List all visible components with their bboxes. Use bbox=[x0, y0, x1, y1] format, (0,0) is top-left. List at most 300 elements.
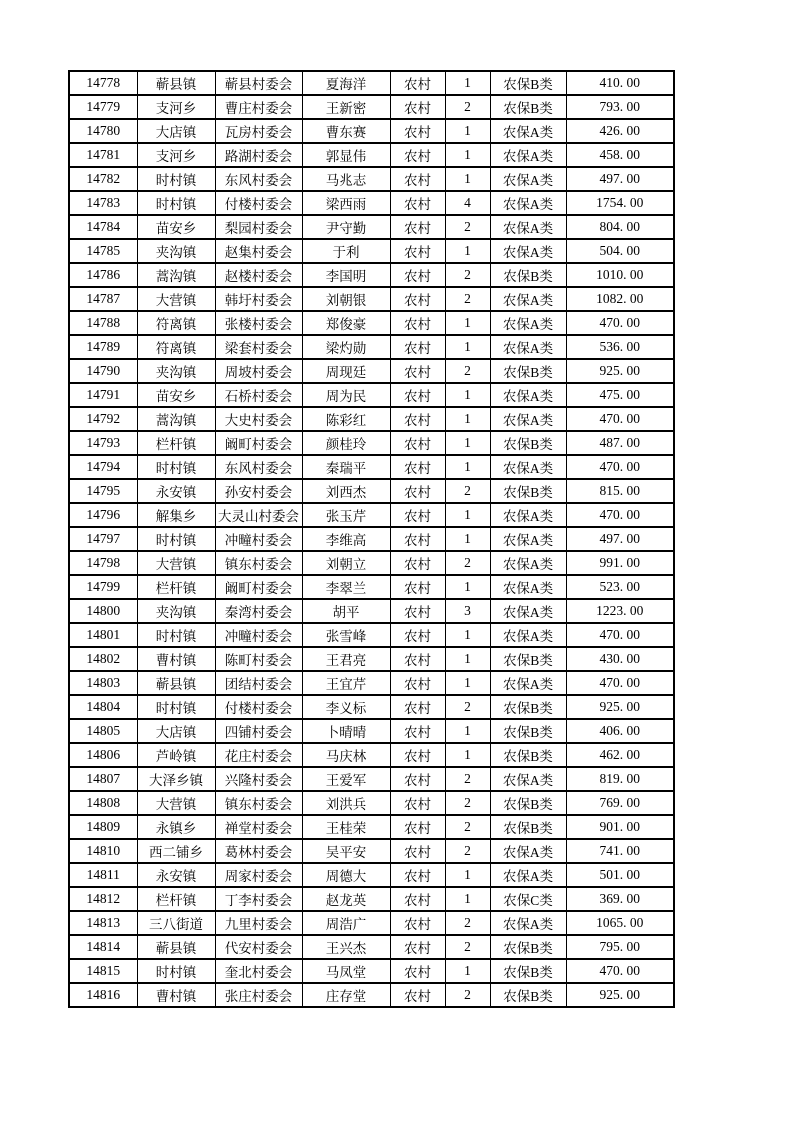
cell-person-count: 2 bbox=[445, 767, 490, 791]
cell-town: 符离镇 bbox=[137, 311, 215, 335]
cell-person-name: 马庆林 bbox=[302, 743, 390, 767]
cell-amount: 504. 00 bbox=[566, 239, 674, 263]
cell-amount: 470. 00 bbox=[566, 311, 674, 335]
cell-insurance-category: 农保B类 bbox=[490, 479, 566, 503]
cell-serial-number: 14780 bbox=[69, 119, 137, 143]
table-row bbox=[69, 119, 674, 143]
cell-amount: 991. 00 bbox=[566, 551, 674, 575]
cell-household-type: 农村 bbox=[390, 695, 445, 719]
cell-insurance-category: 农保B类 bbox=[490, 71, 566, 95]
cell-serial-number: 14784 bbox=[69, 215, 137, 239]
cell-amount: 1010. 00 bbox=[566, 263, 674, 287]
cell-insurance-category: 农保A类 bbox=[490, 599, 566, 623]
cell-person-name: 颜桂玲 bbox=[302, 431, 390, 455]
cell-insurance-category: 农保B类 bbox=[490, 935, 566, 959]
cell-amount: 475. 00 bbox=[566, 383, 674, 407]
cell-household-type: 农村 bbox=[390, 887, 445, 911]
cell-amount: 925. 00 bbox=[566, 695, 674, 719]
cell-serial-number: 14815 bbox=[69, 959, 137, 983]
cell-insurance-category: 农保A类 bbox=[490, 167, 566, 191]
cell-village-committee: 瓦房村委会 bbox=[215, 119, 302, 143]
cell-person-name: 赵龙英 bbox=[302, 887, 390, 911]
cell-amount: 925. 00 bbox=[566, 359, 674, 383]
cell-amount: 804. 00 bbox=[566, 215, 674, 239]
cell-village-committee: 代安村委会 bbox=[215, 935, 302, 959]
cell-village-committee: 阚町村委会 bbox=[215, 431, 302, 455]
cell-serial-number: 14779 bbox=[69, 95, 137, 119]
cell-household-type: 农村 bbox=[390, 215, 445, 239]
cell-serial-number: 14816 bbox=[69, 983, 137, 1007]
cell-person-name: 李国明 bbox=[302, 263, 390, 287]
cell-serial-number: 14806 bbox=[69, 743, 137, 767]
cell-serial-number: 14781 bbox=[69, 143, 137, 167]
table-row bbox=[69, 215, 674, 239]
cell-amount: 470. 00 bbox=[566, 623, 674, 647]
cell-insurance-category: 农保A类 bbox=[490, 767, 566, 791]
cell-person-count: 2 bbox=[445, 815, 490, 839]
cell-person-count: 2 bbox=[445, 791, 490, 815]
cell-person-count: 1 bbox=[445, 719, 490, 743]
cell-insurance-category: 农保A类 bbox=[490, 503, 566, 527]
table-row bbox=[69, 791, 674, 815]
cell-town: 苗安乡 bbox=[137, 383, 215, 407]
table-row bbox=[69, 743, 674, 767]
cell-amount: 406. 00 bbox=[566, 719, 674, 743]
cell-serial-number: 14811 bbox=[69, 863, 137, 887]
cell-amount: 369. 00 bbox=[566, 887, 674, 911]
cell-town: 蕲县镇 bbox=[137, 935, 215, 959]
cell-amount: 501. 00 bbox=[566, 863, 674, 887]
cell-serial-number: 14782 bbox=[69, 167, 137, 191]
cell-person-name: 曹东赛 bbox=[302, 119, 390, 143]
table-row bbox=[69, 311, 674, 335]
cell-village-committee: 奎北村委会 bbox=[215, 959, 302, 983]
cell-insurance-category: 农保A类 bbox=[490, 287, 566, 311]
cell-village-committee: 付楼村委会 bbox=[215, 695, 302, 719]
table-row bbox=[69, 239, 674, 263]
cell-person-count: 1 bbox=[445, 119, 490, 143]
cell-person-name: 刘西杰 bbox=[302, 479, 390, 503]
cell-village-committee: 大史村委会 bbox=[215, 407, 302, 431]
table-row bbox=[69, 647, 674, 671]
cell-town: 大营镇 bbox=[137, 791, 215, 815]
table-row bbox=[69, 95, 674, 119]
cell-insurance-category: 农保A类 bbox=[490, 119, 566, 143]
cell-person-name: 卜晴晴 bbox=[302, 719, 390, 743]
cell-town: 大营镇 bbox=[137, 551, 215, 575]
table-row bbox=[69, 431, 674, 455]
cell-village-committee: 路湖村委会 bbox=[215, 143, 302, 167]
table-row bbox=[69, 479, 674, 503]
table-row bbox=[69, 407, 674, 431]
cell-village-committee: 陈町村委会 bbox=[215, 647, 302, 671]
cell-village-committee: 曹庄村委会 bbox=[215, 95, 302, 119]
cell-town: 时村镇 bbox=[137, 623, 215, 647]
cell-amount: 470. 00 bbox=[566, 503, 674, 527]
table-row bbox=[69, 599, 674, 623]
cell-serial-number: 14802 bbox=[69, 647, 137, 671]
table-row bbox=[69, 623, 674, 647]
cell-person-name: 马凤堂 bbox=[302, 959, 390, 983]
cell-insurance-category: 农保A类 bbox=[490, 215, 566, 239]
cell-serial-number: 14794 bbox=[69, 455, 137, 479]
cell-person-name: 秦瑞平 bbox=[302, 455, 390, 479]
cell-person-count: 1 bbox=[445, 671, 490, 695]
cell-amount: 925. 00 bbox=[566, 983, 674, 1007]
table-row bbox=[69, 383, 674, 407]
cell-serial-number: 14795 bbox=[69, 479, 137, 503]
cell-amount: 470. 00 bbox=[566, 671, 674, 695]
cell-serial-number: 14803 bbox=[69, 671, 137, 695]
table-row bbox=[69, 191, 674, 215]
cell-insurance-category: 农保A类 bbox=[490, 863, 566, 887]
cell-person-name: 夏海洋 bbox=[302, 71, 390, 95]
cell-town: 西二铺乡 bbox=[137, 839, 215, 863]
cell-household-type: 农村 bbox=[390, 479, 445, 503]
cell-insurance-category: 农保A类 bbox=[490, 455, 566, 479]
cell-household-type: 农村 bbox=[390, 839, 445, 863]
cell-person-name: 王宜芹 bbox=[302, 671, 390, 695]
cell-household-type: 农村 bbox=[390, 599, 445, 623]
cell-town: 三八街道 bbox=[137, 911, 215, 935]
cell-amount: 497. 00 bbox=[566, 527, 674, 551]
cell-village-committee: 张庄村委会 bbox=[215, 983, 302, 1007]
cell-person-count: 2 bbox=[445, 263, 490, 287]
cell-household-type: 农村 bbox=[390, 335, 445, 359]
table-row bbox=[69, 359, 674, 383]
cell-insurance-category: 农保B类 bbox=[490, 815, 566, 839]
table-row bbox=[69, 767, 674, 791]
cell-amount: 741. 00 bbox=[566, 839, 674, 863]
cell-town: 栏杆镇 bbox=[137, 887, 215, 911]
cell-amount: 815. 00 bbox=[566, 479, 674, 503]
cell-person-name: 周德大 bbox=[302, 863, 390, 887]
cell-insurance-category: 农保B类 bbox=[490, 359, 566, 383]
cell-serial-number: 14786 bbox=[69, 263, 137, 287]
cell-person-count: 1 bbox=[445, 743, 490, 767]
cell-insurance-category: 农保A类 bbox=[490, 671, 566, 695]
cell-village-committee: 团结村委会 bbox=[215, 671, 302, 695]
table-row bbox=[69, 959, 674, 983]
cell-insurance-category: 农保A类 bbox=[490, 191, 566, 215]
cell-person-name: 刘朝立 bbox=[302, 551, 390, 575]
table-row bbox=[69, 719, 674, 743]
cell-amount: 470. 00 bbox=[566, 959, 674, 983]
cell-village-committee: 梨园村委会 bbox=[215, 215, 302, 239]
cell-household-type: 农村 bbox=[390, 383, 445, 407]
cell-household-type: 农村 bbox=[390, 455, 445, 479]
cell-town: 永安镇 bbox=[137, 863, 215, 887]
cell-insurance-category: 农保A类 bbox=[490, 839, 566, 863]
cell-household-type: 农村 bbox=[390, 623, 445, 647]
cell-village-committee: 东风村委会 bbox=[215, 455, 302, 479]
cell-village-committee: 张楼村委会 bbox=[215, 311, 302, 335]
cell-village-committee: 葛林村委会 bbox=[215, 839, 302, 863]
cell-person-name: 王爱军 bbox=[302, 767, 390, 791]
cell-village-committee: 丁李村委会 bbox=[215, 887, 302, 911]
cell-town: 栏杆镇 bbox=[137, 431, 215, 455]
cell-person-count: 2 bbox=[445, 911, 490, 935]
cell-household-type: 农村 bbox=[390, 95, 445, 119]
cell-town: 大店镇 bbox=[137, 119, 215, 143]
cell-household-type: 农村 bbox=[390, 71, 445, 95]
cell-household-type: 农村 bbox=[390, 359, 445, 383]
cell-household-type: 农村 bbox=[390, 551, 445, 575]
cell-household-type: 农村 bbox=[390, 719, 445, 743]
cell-town: 大店镇 bbox=[137, 719, 215, 743]
cell-town: 夹沟镇 bbox=[137, 239, 215, 263]
cell-person-name: 马兆志 bbox=[302, 167, 390, 191]
cell-insurance-category: 农保A类 bbox=[490, 143, 566, 167]
cell-insurance-category: 农保B类 bbox=[490, 959, 566, 983]
cell-insurance-category: 农保B类 bbox=[490, 791, 566, 815]
table-row bbox=[69, 671, 674, 695]
cell-town: 大营镇 bbox=[137, 287, 215, 311]
cell-serial-number: 14785 bbox=[69, 239, 137, 263]
cell-town: 时村镇 bbox=[137, 959, 215, 983]
cell-person-count: 2 bbox=[445, 479, 490, 503]
cell-person-name: 周浩广 bbox=[302, 911, 390, 935]
table-row bbox=[69, 287, 674, 311]
cell-town: 时村镇 bbox=[137, 455, 215, 479]
cell-insurance-category: 农保C类 bbox=[490, 887, 566, 911]
cell-town: 大泽乡镇 bbox=[137, 767, 215, 791]
cell-village-committee: 蕲县村委会 bbox=[215, 71, 302, 95]
cell-insurance-category: 农保A类 bbox=[490, 239, 566, 263]
cell-amount: 901. 00 bbox=[566, 815, 674, 839]
cell-person-name: 于利 bbox=[302, 239, 390, 263]
cell-person-name: 庄存堂 bbox=[302, 983, 390, 1007]
cell-insurance-category: 农保B类 bbox=[490, 95, 566, 119]
cell-person-name: 刘洪兵 bbox=[302, 791, 390, 815]
cell-town: 永安镇 bbox=[137, 479, 215, 503]
cell-person-count: 1 bbox=[445, 623, 490, 647]
table-row bbox=[69, 503, 674, 527]
cell-village-committee: 大灵山村委会 bbox=[215, 503, 302, 527]
cell-person-name: 王兴杰 bbox=[302, 935, 390, 959]
cell-amount: 793. 00 bbox=[566, 95, 674, 119]
cell-person-name: 王桂荣 bbox=[302, 815, 390, 839]
cell-village-committee: 石桥村委会 bbox=[215, 383, 302, 407]
cell-village-committee: 孙安村委会 bbox=[215, 479, 302, 503]
cell-person-count: 2 bbox=[445, 839, 490, 863]
cell-amount: 1082. 00 bbox=[566, 287, 674, 311]
rural-insurance-payment-table bbox=[68, 70, 675, 1008]
cell-person-name: 胡平 bbox=[302, 599, 390, 623]
cell-person-count: 2 bbox=[445, 215, 490, 239]
cell-serial-number: 14799 bbox=[69, 575, 137, 599]
cell-amount: 497. 00 bbox=[566, 167, 674, 191]
cell-household-type: 农村 bbox=[390, 119, 445, 143]
table-row bbox=[69, 455, 674, 479]
cell-amount: 430. 00 bbox=[566, 647, 674, 671]
cell-amount: 487. 00 bbox=[566, 431, 674, 455]
cell-person-count: 1 bbox=[445, 431, 490, 455]
cell-person-name: 王新密 bbox=[302, 95, 390, 119]
cell-person-name: 王君亮 bbox=[302, 647, 390, 671]
cell-person-count: 2 bbox=[445, 983, 490, 1007]
cell-serial-number: 14793 bbox=[69, 431, 137, 455]
cell-person-name: 李维高 bbox=[302, 527, 390, 551]
table-row bbox=[69, 527, 674, 551]
cell-household-type: 农村 bbox=[390, 311, 445, 335]
cell-serial-number: 14812 bbox=[69, 887, 137, 911]
table-row bbox=[69, 983, 674, 1007]
cell-village-committee: 禅堂村委会 bbox=[215, 815, 302, 839]
cell-person-name: 梁西雨 bbox=[302, 191, 390, 215]
table-row bbox=[69, 911, 674, 935]
cell-town: 夹沟镇 bbox=[137, 359, 215, 383]
cell-town: 曹村镇 bbox=[137, 647, 215, 671]
cell-person-name: 张玉芹 bbox=[302, 503, 390, 527]
cell-serial-number: 14807 bbox=[69, 767, 137, 791]
cell-person-count: 2 bbox=[445, 551, 490, 575]
table-row bbox=[69, 863, 674, 887]
cell-village-committee: 九里村委会 bbox=[215, 911, 302, 935]
cell-village-committee: 阚町村委会 bbox=[215, 575, 302, 599]
cell-town: 支河乡 bbox=[137, 95, 215, 119]
cell-household-type: 农村 bbox=[390, 815, 445, 839]
cell-town: 夹沟镇 bbox=[137, 599, 215, 623]
cell-town: 时村镇 bbox=[137, 191, 215, 215]
cell-person-count: 1 bbox=[445, 527, 490, 551]
cell-person-count: 1 bbox=[445, 71, 490, 95]
cell-insurance-category: 农保A类 bbox=[490, 551, 566, 575]
cell-serial-number: 14797 bbox=[69, 527, 137, 551]
cell-insurance-category: 农保B类 bbox=[490, 983, 566, 1007]
cell-person-name: 李翠兰 bbox=[302, 575, 390, 599]
table-row bbox=[69, 551, 674, 575]
cell-person-count: 2 bbox=[445, 95, 490, 119]
cell-household-type: 农村 bbox=[390, 191, 445, 215]
cell-household-type: 农村 bbox=[390, 791, 445, 815]
cell-person-name: 李义标 bbox=[302, 695, 390, 719]
cell-serial-number: 14801 bbox=[69, 623, 137, 647]
cell-village-committee: 周坡村委会 bbox=[215, 359, 302, 383]
cell-village-committee: 花庄村委会 bbox=[215, 743, 302, 767]
cell-household-type: 农村 bbox=[390, 167, 445, 191]
cell-insurance-category: 农保B类 bbox=[490, 695, 566, 719]
cell-person-name: 周为民 bbox=[302, 383, 390, 407]
cell-serial-number: 14796 bbox=[69, 503, 137, 527]
cell-person-count: 1 bbox=[445, 575, 490, 599]
cell-person-count: 1 bbox=[445, 863, 490, 887]
cell-household-type: 农村 bbox=[390, 911, 445, 935]
cell-amount: 1754. 00 bbox=[566, 191, 674, 215]
cell-village-committee: 付楼村委会 bbox=[215, 191, 302, 215]
cell-person-name: 刘朝银 bbox=[302, 287, 390, 311]
cell-person-count: 1 bbox=[445, 887, 490, 911]
cell-person-name: 尹守勤 bbox=[302, 215, 390, 239]
cell-household-type: 农村 bbox=[390, 959, 445, 983]
table-row bbox=[69, 695, 674, 719]
cell-person-count: 1 bbox=[445, 143, 490, 167]
cell-household-type: 农村 bbox=[390, 863, 445, 887]
cell-person-count: 1 bbox=[445, 503, 490, 527]
cell-serial-number: 14805 bbox=[69, 719, 137, 743]
cell-town: 支河乡 bbox=[137, 143, 215, 167]
table-row bbox=[69, 263, 674, 287]
table-row bbox=[69, 167, 674, 191]
cell-person-count: 2 bbox=[445, 359, 490, 383]
cell-village-committee: 镇东村委会 bbox=[215, 551, 302, 575]
cell-person-count: 1 bbox=[445, 455, 490, 479]
cell-amount: 536. 00 bbox=[566, 335, 674, 359]
cell-village-committee: 镇东村委会 bbox=[215, 791, 302, 815]
cell-town: 符离镇 bbox=[137, 335, 215, 359]
table-row bbox=[69, 143, 674, 167]
cell-village-committee: 四铺村委会 bbox=[215, 719, 302, 743]
cell-serial-number: 14789 bbox=[69, 335, 137, 359]
cell-amount: 426. 00 bbox=[566, 119, 674, 143]
cell-serial-number: 14783 bbox=[69, 191, 137, 215]
table-row bbox=[69, 839, 674, 863]
cell-household-type: 农村 bbox=[390, 263, 445, 287]
cell-person-count: 1 bbox=[445, 335, 490, 359]
cell-village-committee: 周家村委会 bbox=[215, 863, 302, 887]
cell-amount: 462. 00 bbox=[566, 743, 674, 767]
cell-person-name: 张雪峰 bbox=[302, 623, 390, 647]
cell-town: 时村镇 bbox=[137, 167, 215, 191]
cell-town: 栏杆镇 bbox=[137, 575, 215, 599]
cell-household-type: 农村 bbox=[390, 287, 445, 311]
cell-person-count: 2 bbox=[445, 287, 490, 311]
cell-person-count: 3 bbox=[445, 599, 490, 623]
cell-person-name: 陈彩红 bbox=[302, 407, 390, 431]
cell-serial-number: 14810 bbox=[69, 839, 137, 863]
cell-insurance-category: 农保A类 bbox=[490, 527, 566, 551]
table-row bbox=[69, 71, 674, 95]
cell-amount: 523. 00 bbox=[566, 575, 674, 599]
cell-serial-number: 14788 bbox=[69, 311, 137, 335]
cell-household-type: 农村 bbox=[390, 407, 445, 431]
cell-town: 蕲县镇 bbox=[137, 71, 215, 95]
cell-household-type: 农村 bbox=[390, 935, 445, 959]
cell-person-count: 4 bbox=[445, 191, 490, 215]
cell-insurance-category: 农保A类 bbox=[490, 575, 566, 599]
cell-amount: 410. 00 bbox=[566, 71, 674, 95]
cell-household-type: 农村 bbox=[390, 743, 445, 767]
cell-insurance-category: 农保B类 bbox=[490, 431, 566, 455]
cell-serial-number: 14792 bbox=[69, 407, 137, 431]
cell-village-committee: 韩圩村委会 bbox=[215, 287, 302, 311]
cell-town: 蒿沟镇 bbox=[137, 263, 215, 287]
cell-household-type: 农村 bbox=[390, 143, 445, 167]
cell-household-type: 农村 bbox=[390, 527, 445, 551]
cell-village-committee: 兴隆村委会 bbox=[215, 767, 302, 791]
cell-amount: 795. 00 bbox=[566, 935, 674, 959]
payment-table-body bbox=[69, 71, 674, 1007]
cell-person-count: 1 bbox=[445, 383, 490, 407]
table-row bbox=[69, 887, 674, 911]
cell-person-name: 梁灼勋 bbox=[302, 335, 390, 359]
cell-village-committee: 冲疃村委会 bbox=[215, 527, 302, 551]
cell-amount: 470. 00 bbox=[566, 407, 674, 431]
cell-insurance-category: 农保B类 bbox=[490, 647, 566, 671]
cell-person-count: 1 bbox=[445, 407, 490, 431]
cell-village-committee: 冲疃村委会 bbox=[215, 623, 302, 647]
table-row bbox=[69, 335, 674, 359]
cell-amount: 769. 00 bbox=[566, 791, 674, 815]
cell-amount: 470. 00 bbox=[566, 455, 674, 479]
cell-person-count: 1 bbox=[445, 311, 490, 335]
cell-household-type: 农村 bbox=[390, 983, 445, 1007]
cell-person-count: 2 bbox=[445, 695, 490, 719]
cell-person-count: 1 bbox=[445, 167, 490, 191]
cell-town: 蒿沟镇 bbox=[137, 407, 215, 431]
cell-person-name: 周现廷 bbox=[302, 359, 390, 383]
cell-town: 时村镇 bbox=[137, 695, 215, 719]
